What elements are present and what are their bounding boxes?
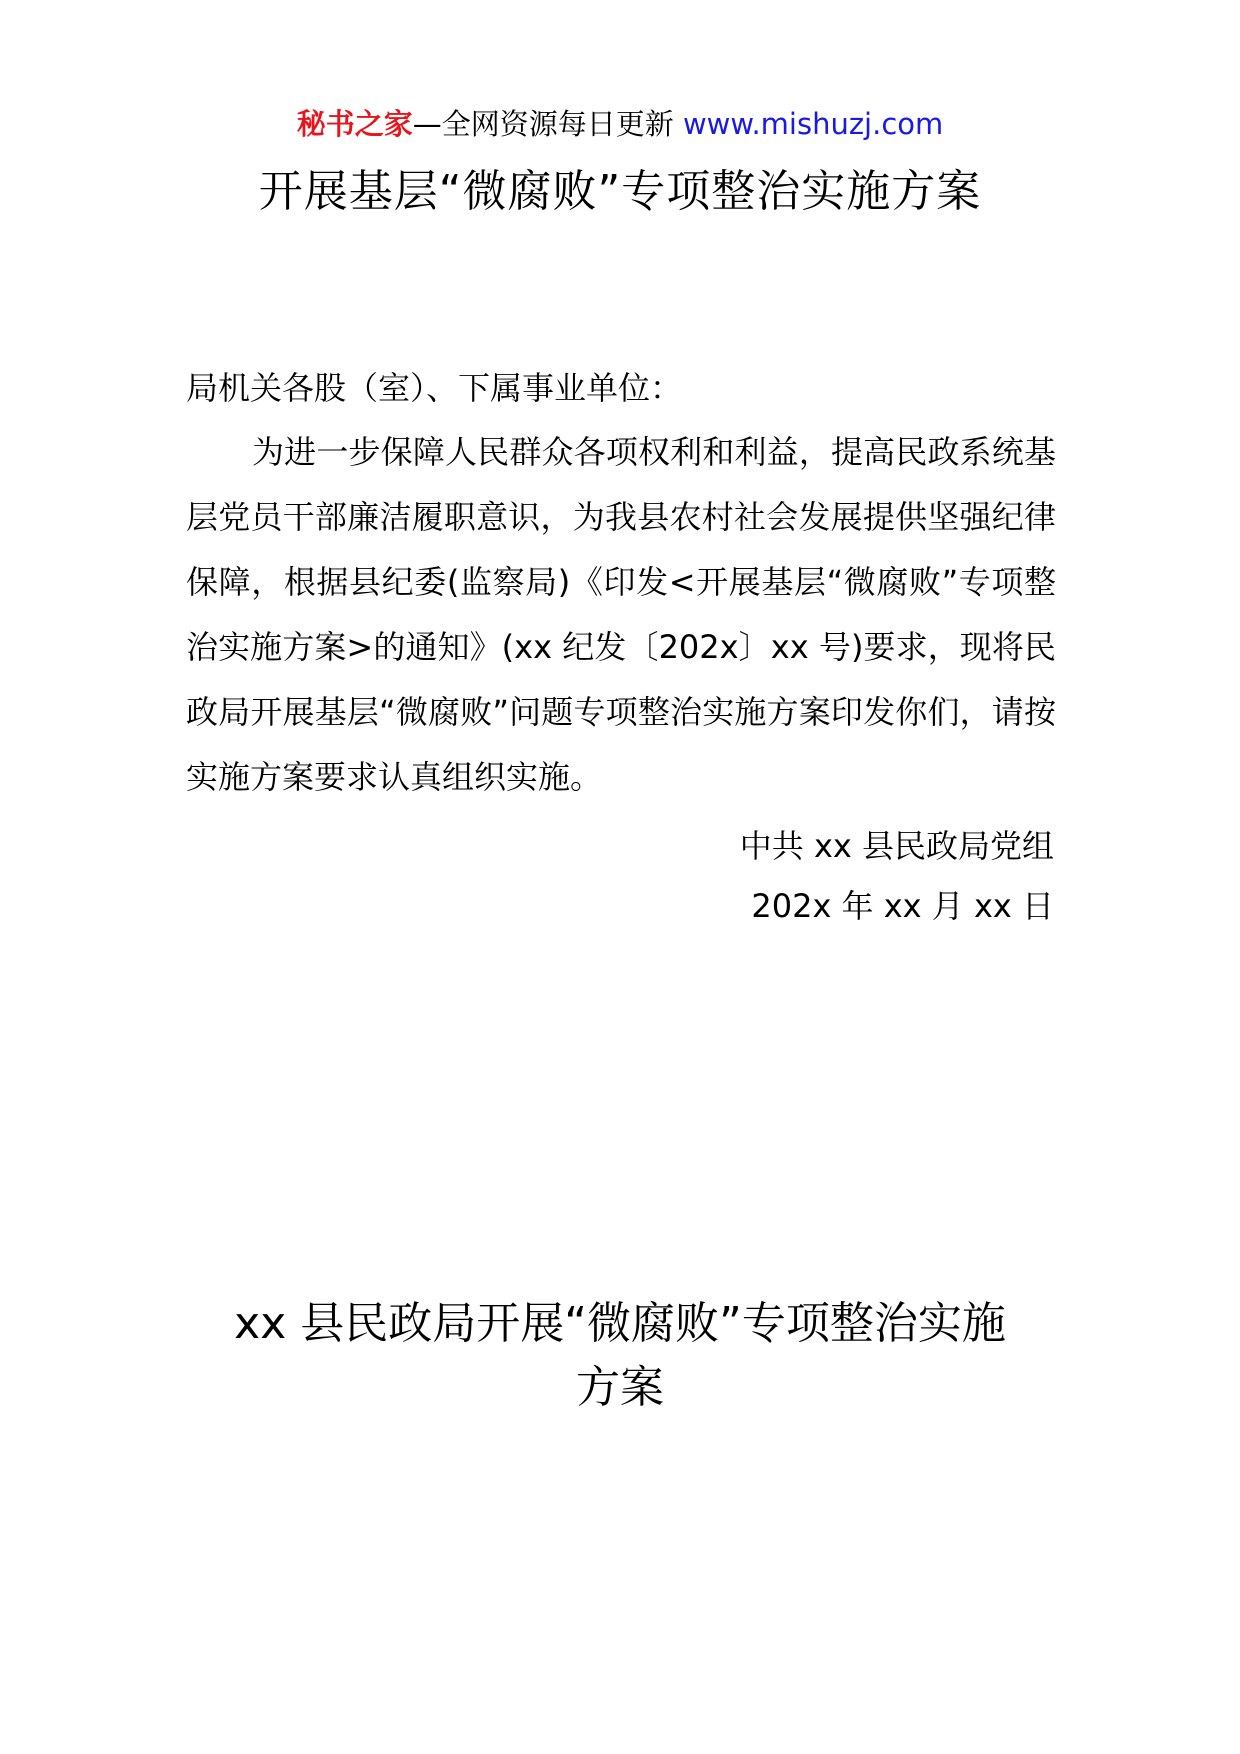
- document-title: 开展基层“微腐败”专项整治实施方案: [258, 166, 982, 217]
- brand-name: 秘书之家: [296, 107, 413, 141]
- signer-name: 中共 xx 县民政局党组: [739, 827, 1054, 865]
- site-header: [0, 104, 1240, 144]
- notice-paragraph: 为进一步保障人民群众各项权利和利益，提高民政系统基层党员干部廉洁履职意识，为我县农村社会发展提供坚强纪律保障，根据县纪委(监察局)《印发<开展基层“微腐败”专项整治实施方案>的通知》(xx 纪发〔202x〕xx 号)要求，现将民政局开展基层“微腐败”问题专项整治实施方案印发你们，请按实施方案要求认真组织实施。: [186, 433, 1056, 796]
- signature-date: 202x 年 xx 月 xx 日: [751, 887, 1054, 925]
- site-url-link[interactable]: www.mishuzj.com: [682, 107, 944, 141]
- section-title: xx 县民政局开展“微腐败”专项整治实施方案: [234, 1298, 1006, 1413]
- site-slogan: —全网资源每日更新: [412, 107, 674, 141]
- addressee-line: 局机关各股（室）、下属事业单位：: [186, 369, 683, 407]
